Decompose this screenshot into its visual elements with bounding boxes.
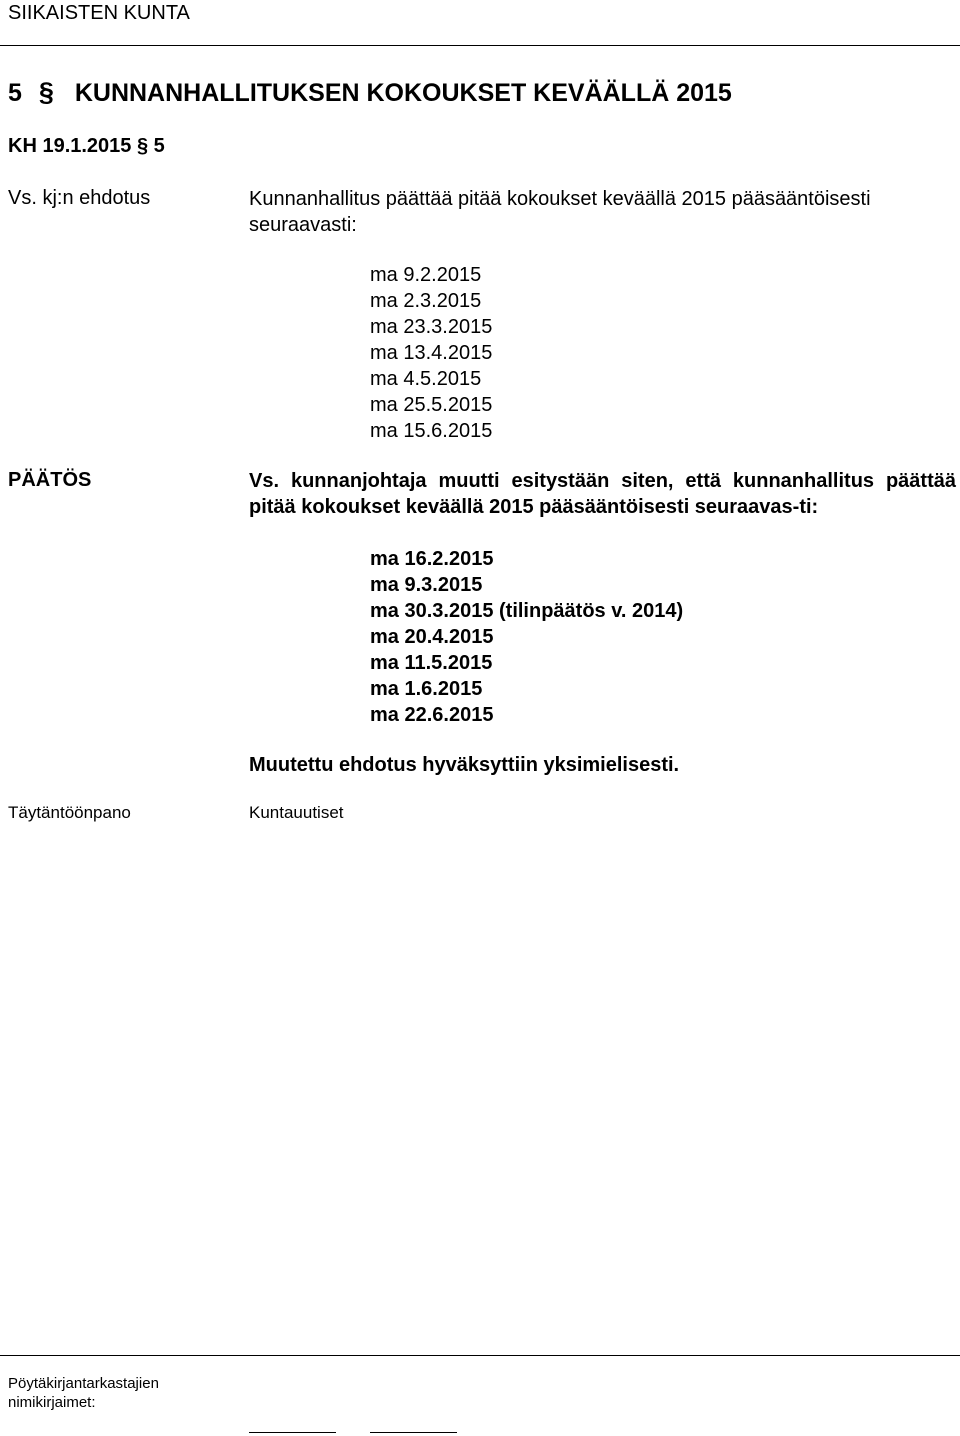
list-item: ma 9.2.2015 [370, 264, 482, 286]
list-item: ma 22.6.2015 [370, 704, 494, 726]
implementation-value: Kuntauutiset [249, 803, 344, 822]
list-item: ma 13.4.2015 [370, 342, 493, 364]
meeting-reference: KH 19.1.2015 § 5 [8, 135, 165, 157]
list-item: ma 4.5.2015 [370, 368, 482, 390]
implementation-label: Täytäntöönpano [8, 803, 131, 822]
decision-label: PÄÄTÖS [8, 469, 92, 491]
list-item: ma 23.3.2015 [370, 316, 493, 338]
list-item: ma 11.5.2015 [370, 652, 493, 674]
header-divider [0, 45, 960, 46]
list-item: ma 16.2.2015 [370, 548, 494, 570]
organization-name: SIIKAISTEN KUNTA [8, 2, 190, 24]
list-item: ma 1.6.2015 [370, 678, 483, 700]
section-number: 5 [8, 79, 22, 107]
list-item: ma 15.6.2015 [370, 420, 493, 442]
proposal-text: Kunnanhallitus päättää pitää kokoukset keväällä 2015 pääsääntöisesti seuraavasti: [249, 188, 871, 236]
section-title-text: KUNNANHALLITUKSEN KOKOUKSET KEVÄÄLLÄ 2015 [74, 79, 732, 107]
list-item: ma 9.3.2015 [370, 574, 483, 596]
list-item: ma 2.3.2015 [370, 290, 482, 312]
list-item: ma 20.4.2015 [370, 626, 494, 648]
approval-statement: Muutettu ehdotus hyväksyttiin yksimielisesti. [249, 754, 680, 776]
paragraph-sign: § [38, 77, 54, 107]
list-item: ma 30.3.2015 (tilinpäätös v. 2014) [370, 600, 684, 622]
footer-divider [0, 1355, 960, 1356]
list-item: ma 25.5.2015 [370, 394, 493, 416]
footer-signature-label: Pöytäkirjantarkastajien nimikirjaimet: [8, 1375, 159, 1411]
signature-line [370, 1432, 457, 1433]
signature-line [249, 1432, 336, 1433]
decision-date-list [370, 546, 683, 728]
proposal-date-list [370, 262, 492, 444]
proposal-label: Vs. kj:n ehdotus [8, 187, 151, 209]
decision-text: Vs. kunnanjohtaja muutti esitystään siten, että kunnanhallitus päättää pitää kokoukset keväällä 2015 pääsääntöisesti seuraavas-ti: [249, 470, 956, 518]
section-title [8, 77, 732, 108]
